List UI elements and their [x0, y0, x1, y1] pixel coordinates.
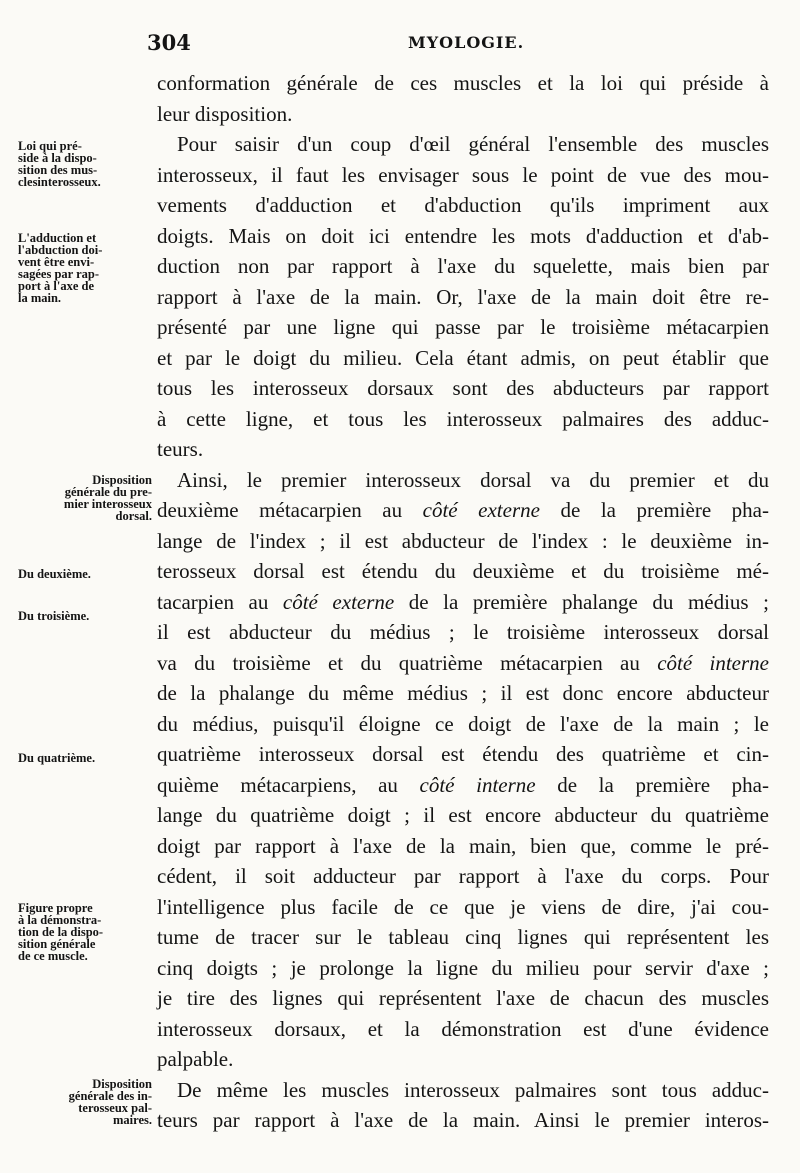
text-line: quatrième interosseux dorsal est étendu des quatrième et cin- — [157, 742, 769, 766]
text-segment: quième métacarpiens, au — [157, 772, 398, 797]
text-line: palpable. — [157, 1047, 234, 1071]
text-line — [157, 587, 769, 618]
text-line: duction non par rapport à l'axe du squelette, mais bien par — [157, 254, 769, 278]
text-line: teurs par rapport à l'axe de la main. Ainsi le premier interos- — [157, 1108, 769, 1132]
text-segment: tacarpien au — [157, 589, 269, 614]
text-line: interosseux dorsaux, et la démonstration est d'une évidence — [157, 1016, 769, 1041]
text-line: terosseux dorsal est étendu du deuxième et du troisième mé- — [157, 559, 769, 583]
text-line: Ainsi, le premier interosseux dorsal va du premier et du — [177, 467, 769, 492]
text-line: tous les interosseux dorsaux sont des abducteurs par rapport — [157, 376, 769, 400]
text-line: interosseux, il faut les envisager sous le point de vue des mou- — [157, 162, 769, 187]
text-line — [157, 648, 769, 679]
margin-note-deuxieme: Du deuxième. — [18, 567, 91, 581]
italic-term: côté externe — [282, 589, 395, 614]
text-line — [157, 495, 769, 526]
text-line: présenté par une ligne qui passe par le troisième métacarpien — [157, 315, 769, 339]
text-line: cinq doigts ; je prolonge la ligne du milieu pour servir d'axe ; — [157, 955, 769, 980]
margin-note-palmaires: Disposition générale des in- terosseux pal- maires. — [68, 1077, 152, 1127]
margin-note-quatrieme: Du quatrième. — [18, 751, 96, 765]
text-segment: de la première phalange du médius ; — [408, 589, 769, 614]
text-segment: deuxième métacarpien au — [157, 498, 403, 522]
text-line: tume de tracer sur le tableau cinq lignes qui représentent les — [157, 925, 769, 949]
italic-term: côté externe — [422, 498, 540, 522]
text-line: doigts. Mais on doit ici entendre les mots d'adduction et d'ab- — [157, 223, 769, 248]
text-line: vements d'adduction et d'abduction qu'ils impriment aux — [157, 193, 769, 217]
margin-note-adduction: L'adduction et l'abduction doi- vent être envi- sagées par rap- port à l'axe de la main. — [18, 231, 103, 305]
text-line: lange du quatrième doigt ; il est encore abducteur du quatrième — [157, 803, 769, 827]
text-line: Pour saisir d'un coup d'œil général l'ensemble des muscles — [177, 132, 769, 156]
italic-term: côté interne — [419, 772, 536, 797]
margin-note-premier: Disposition générale du pre- mier interosseux dorsal. — [63, 473, 152, 523]
text-line: teurs. — [157, 437, 204, 461]
text-line: du médius, puisqu'il éloigne ce doigt de l'axe de la main ; le — [157, 711, 769, 736]
text-line: rapport à l'axe de la main. Or, l'axe de la main doit être re- — [157, 284, 769, 309]
text-line: de la phalange du même médius ; il est donc encore abducteur — [157, 681, 769, 705]
margin-note-troisieme: Du troisième. — [18, 609, 90, 623]
margin-note-figure: Figure propre à la démonstra- tion de la dispo- sition générale de ce muscle. — [18, 901, 104, 963]
italic-term: côté interne — [657, 650, 769, 675]
text-line: je tire des lignes qui représentent l'axe de chacun des muscles — [157, 986, 769, 1010]
body-text — [157, 68, 769, 1136]
text-line: lange de l'index ; il est abducteur de l'index : le deuxième in- — [157, 528, 769, 553]
text-line: De même les muscles interosseux palmaires sont tous adduc- — [177, 1077, 769, 1102]
text-line: leur disposition. — [157, 101, 293, 126]
margin-notes — [0, 0, 152, 1173]
text-segment: de la première pha- — [557, 772, 769, 797]
margin-note-loi: Loi qui pré- side à la dispo- sition des mus- clesinterosseux. — [18, 139, 101, 189]
text-line: cédent, il soit adducteur par rapport à l'axe du corps. Pour — [157, 864, 769, 888]
text-line — [157, 770, 769, 801]
text-line: il est abducteur du médius ; le troisième interosseux dorsal — [157, 620, 769, 644]
running-head: MYOLOGIE. — [408, 33, 525, 52]
text-line: et par le doigt du milieu. Cela étant admis, on peut établir que — [157, 345, 769, 370]
text-line: conformation générale de ces muscles et la loi qui préside à — [157, 71, 769, 95]
text-segment: de la première pha- — [560, 498, 769, 522]
page-number: 304 — [147, 30, 191, 55]
text-line: l'intelligence plus facile de ce que je viens de dire, j'ai cou- — [157, 894, 769, 919]
text-segment: va du troisième et du quatrième métacarpien au — [157, 650, 640, 675]
text-line: doigt par rapport à l'axe de la main, bien que, comme le pré- — [157, 833, 769, 858]
text-line: à cette ligne, et tous les interosseux palmaires des adduc- — [157, 406, 769, 431]
